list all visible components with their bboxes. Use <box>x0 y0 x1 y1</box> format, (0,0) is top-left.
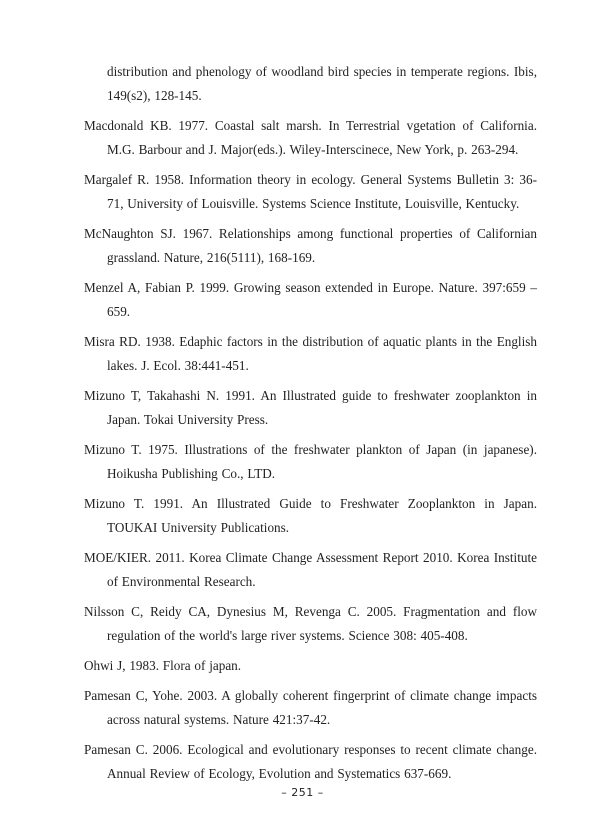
reference-entry-ohwi-1983: Ohwi J, 1983. Flora of japan. <box>84 658 242 673</box>
reference-entry-nilsson-2005: Nilsson C, Reidy CA, Dynesius M, Revenga C. 2005. Fragmentation and flow regulation of the world's large river systems. Science 308: 405-408. <box>84 604 537 643</box>
reference-entry-continued: distribution and phenology of woodland bird species in temperate regions. Ibis, 149(s2), 128-145. <box>107 64 537 103</box>
reference-entry-mizuno-takahashi-1991: Mizuno T, Takahashi N. 1991. An Illustrated guide to freshwater zooplankton in Japan. Tokai University Press. <box>84 388 537 427</box>
reference-entry-mcnaughton-1967: McNaughton SJ. 1967. Relationships among functional properties of Californian grassland. Nature, 216(5111), 168-169. <box>84 226 537 265</box>
reference-entry-moe-kier-2011: MOE/KIER. 2011. Korea Climate Change Assessment Report 2010. Korea Institute of Environmental Research. <box>84 550 537 589</box>
reference-entry-margalef-1958: Margalef R. 1958. Information theory in ecology. General Systems Bulletin 3: 36-71, University of Louisville. Systems Science Institute, Louisville, Kentucky. <box>84 172 537 211</box>
page-number: – 251 – <box>281 786 324 799</box>
reference-entry-menzel-1999: Menzel A, Fabian P. 1999. Growing season extended in Europe. Nature. 397:659 – 659. <box>84 280 537 319</box>
reference-list <box>84 60 537 792</box>
reference-entry-mizuno-1975: Mizuno T. 1975. Illustrations of the freshwater plankton of Japan (in japanese). Hoikusha Publishing Co., LTD. <box>84 442 537 481</box>
reference-entry-mizuno-1991: Mizuno T. 1991. An Illustrated Guide to Freshwater Zooplankton in Japan. TOUKAI University Publications. <box>84 496 537 535</box>
reference-entry-macdonald-1977: Macdonald KB. 1977. Coastal salt marsh. In Terrestrial vgetation of California. M.G. Barbour and J. Major(eds.). Wiley-Interscinece, New York, p. 263-294. <box>84 118 537 157</box>
reference-entry-pamesan-yohe-2003: Pamesan C, Yohe. 2003. A globally coherent fingerprint of climate change impacts across natural systems. Nature 421:37-42. <box>84 688 537 727</box>
reference-entry-misra-1938: Misra RD. 1938. Edaphic factors in the distribution of aquatic plants in the English lakes. J. Ecol. 38:441-451. <box>84 334 537 373</box>
reference-entry-pamesan-2006: Pamesan C. 2006. Ecological and evolutionary responses to recent climate change. Annual Review of Ecology, Evolution and Systematics 637-669. <box>84 742 537 781</box>
